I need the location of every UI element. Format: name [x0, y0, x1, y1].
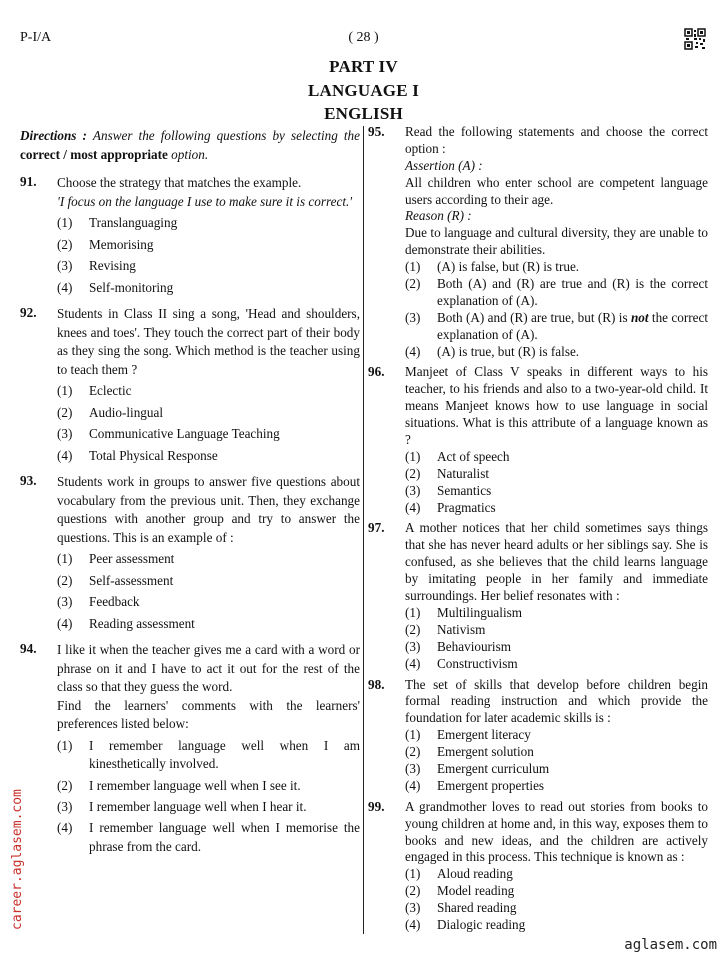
option[interactable]: (4) Pragmatics	[405, 499, 496, 515]
option[interactable]: (2) Model reading	[405, 883, 515, 899]
option[interactable]: (4) (A) is true, but (R) is false.	[405, 343, 580, 359]
option[interactable]: (1) Peer assessment	[57, 551, 175, 567]
question-97: 97. A mother notices that her child sometimes says things that she has never heard adults or her siblings say. She is confused, as she believes that the child learns language by imitating people in her family and immediate surroundings. Her belief resonates with : (1) Multilingualism (2) Nativism (3) Behaviourism (4) Constructivism	[368, 520, 708, 671]
option[interactable]: (3) I remember language well when I hear it.	[57, 799, 307, 814]
question-92: 92. Students in Class II sing a song, 'Head and shoulders, knees and toes'. They touch the correct part of their body as they sing the song. Which method is the teacher using to teach them ? (1) Eclectic (2) Audio-lingual (3) Communicative Language Teaching (4) Total Physical Response	[20, 305, 360, 465]
subject-title: ENGLISH	[324, 104, 403, 123]
directions: Directions : Answer the following questions by selecting the correct / most appropriate option.	[20, 128, 360, 162]
paper-code: P-I/A	[20, 30, 52, 45]
option[interactable]: (1) Act of speech	[405, 448, 510, 464]
option[interactable]: (2) Nativism	[405, 621, 486, 637]
question-92-text: Students in Class II sing a song, 'Head and shoulders, knees and toes'. They touch the correct part of their body as they sing the song. Which method is the teacher using to teach them ?	[57, 306, 360, 377]
bottom-watermark: aglasem.com	[624, 937, 717, 953]
language-title: LANGUAGE I	[307, 81, 420, 100]
option[interactable]: (1) Multilingualism	[405, 604, 522, 620]
option[interactable]: (4) Constructivism	[405, 655, 518, 671]
column-divider	[363, 126, 364, 934]
left-column	[20, 127, 360, 864]
question-99: 99. A grandmother loves to read out stories from books to young children at home and, in this way, exposes them to books and new ideas, and the children are actively engaged in this process. This technique is known as : (1) Aloud reading (2) Model reading (3) Shared reading (4) Dialogic reading	[368, 798, 708, 932]
option[interactable]: (2) Naturalist	[405, 465, 490, 481]
option[interactable]: (1) Eclectic	[57, 383, 132, 399]
option[interactable]: (2) Emergent solution	[405, 744, 534, 760]
side-watermark: career.aglasem.com	[10, 789, 25, 930]
option[interactable]: (1) I remember language well when I am kinesthetically involved.	[57, 737, 360, 772]
option[interactable]: (3) Communicative Language Teaching	[57, 426, 280, 442]
question-98-text: The set of skills that develop before children begin formal reading instruction and which provide the foundation for later academic skills is :	[405, 676, 708, 726]
option[interactable]: (2) Audio-lingual	[57, 404, 163, 420]
question-96-text: Manjeet of Class V speaks in different ways to his teacher, to his friends and also to a two-year-old child. It means Manjeet knows how to use language in social situations. What is this attribute of a language known as ?	[405, 364, 708, 448]
option[interactable]: (3) Emergent curriculum	[405, 760, 550, 776]
question-94: 94. I like it when the teacher gives me a card with a word or phrase on it and I have to act it out for the rest of the class so that they guess the word. Find the learners' comments with the learners' preferences listed below: (1) I remember language well when I am kinesthetically involved. (2) I remember language well when I see it. (3) I remember language well when I hear it. (4) I remember language well when I memorise the phrase from the card.	[20, 641, 360, 856]
option[interactable]: (3) Shared reading	[405, 900, 517, 916]
question-96: 96. Manjeet of Class V speaks in different ways to his teacher, to his friends and also to a two-year-old child. It means Manjeet knows how to use language in social situations. What is this attribute of a language known as ? (1) Act of speech (2) Naturalist (3) Semantics (4) Pragmatics	[368, 364, 708, 515]
option[interactable]: (4) Total Physical Response	[57, 447, 218, 463]
question-91: 91. Choose the strategy that matches the example. 'I focus on the language I use to make sure it is correct.' (1) Translanguaging (2) Memorising (3) Revising (4) Self-monitoring	[20, 174, 360, 297]
question-91-text: Choose the strategy that matches the example.	[57, 175, 302, 191]
question-93-text: Students work in groups to answer five questions about vocabulary from the previous unit. Then, they exchange questions with another group and try to answer the questions. This is an example of :	[57, 474, 360, 545]
option[interactable]: (1) Emergent literacy	[405, 727, 531, 743]
page-number: ( 28 )	[348, 30, 379, 45]
option[interactable]: (4) I remember language well when I memorise the phrase from the card.	[57, 820, 360, 854]
option[interactable]: (3) Feedback	[57, 594, 140, 610]
option[interactable]: (2) Self-assessment	[57, 572, 174, 588]
reason-text: Due to language and cultural diversity, they are unable to demonstrate their abilities.	[405, 225, 708, 258]
option[interactable]: (4) Emergent properties	[405, 777, 545, 793]
assertion-label: Assertion (A) :	[405, 157, 483, 173]
option[interactable]: (3) Behaviourism	[405, 638, 511, 654]
option[interactable]: (3) Revising	[57, 258, 136, 274]
question-98: 98. The set of skills that develop before children begin formal reading instruction and which provide the foundation for later academic skills is : (1) Emergent literacy (2) Emergent solution (3) Emergent curriculum (4) Emergent properties	[368, 676, 708, 793]
question-97-text: A mother notices that her child sometimes says things that she has never heard adults or her siblings say. She is confused, as she believes that the child learns language by imitating people in her family and immediate surroundings. Her belief resonates with :	[405, 520, 708, 604]
question-94-instruction: Find the learners' comments with the learners' preferences listed below:	[57, 697, 360, 732]
option[interactable]: (2) Both (A) and (R) are true and (R) is the correct explanation of (A).	[405, 276, 708, 308]
qr-code-icon	[684, 28, 706, 50]
option[interactable]: (4) Dialogic reading	[405, 916, 526, 932]
right-column	[368, 124, 708, 934]
option[interactable]: (1) Aloud reading	[405, 866, 513, 882]
option[interactable]: (2) I remember language well when I see it.	[57, 777, 301, 793]
question-91-quote: 'I focus on the language I use to make sure it is correct.'	[57, 193, 353, 209]
question-99-text: A grandmother loves to read out stories from books to young children at home and, in this way, exposes them to books and new ideas, and the children are actively engaged in this process. This technique is known as :	[405, 798, 708, 865]
question-93: 93. Students work in groups to answer five questions about vocabulary from the previous unit. Then, they exchange questions with another group and try to answer the questions. This is an example of : (1) Peer assessment (2) Self-assessment (3) Feedback (4) Reading assessment	[20, 473, 360, 633]
option[interactable]: (3) Semantics	[405, 482, 492, 498]
assertion-text: All children who enter school are competent language users according to their age.	[405, 174, 708, 207]
option[interactable]: (4) Reading assessment	[57, 615, 195, 631]
option[interactable]: (1) Translanguaging	[57, 215, 178, 231]
question-94-text: I like it when the teacher gives me a card with a word or phrase on it and I have to act it out for the rest of the class so that they guess the word.	[57, 642, 360, 695]
question-95: 95. Read the following statements and choose the correct option : Assertion (A) : All children who enter school are competent language users according to their age. Reason (R) : Due to language and cultural diversity, they are unable to demonstrate their abilities. (1) (A) is false, but (R) is true. (2) Both (A) and (R) are true and (R) is the correct explanation of (A). (3) Both (A) and (R) are true, but (R) is not the correct explanation of (A). (4) (A) is true, but (R) is false.	[368, 124, 708, 359]
option[interactable]: (4) Self-monitoring	[57, 279, 174, 295]
reason-label: Reason (R) :	[405, 208, 472, 224]
option[interactable]: (3) Both (A) and (R) are true, but (R) is not the correct explanation of (A).	[405, 309, 708, 342]
question-95-text: Read the following statements and choose the correct option :	[405, 124, 708, 156]
part-title: PART IV	[329, 57, 398, 76]
option[interactable]: (2) Memorising	[57, 236, 154, 252]
option[interactable]: (1) (A) is false, but (R) is true.	[405, 259, 580, 275]
